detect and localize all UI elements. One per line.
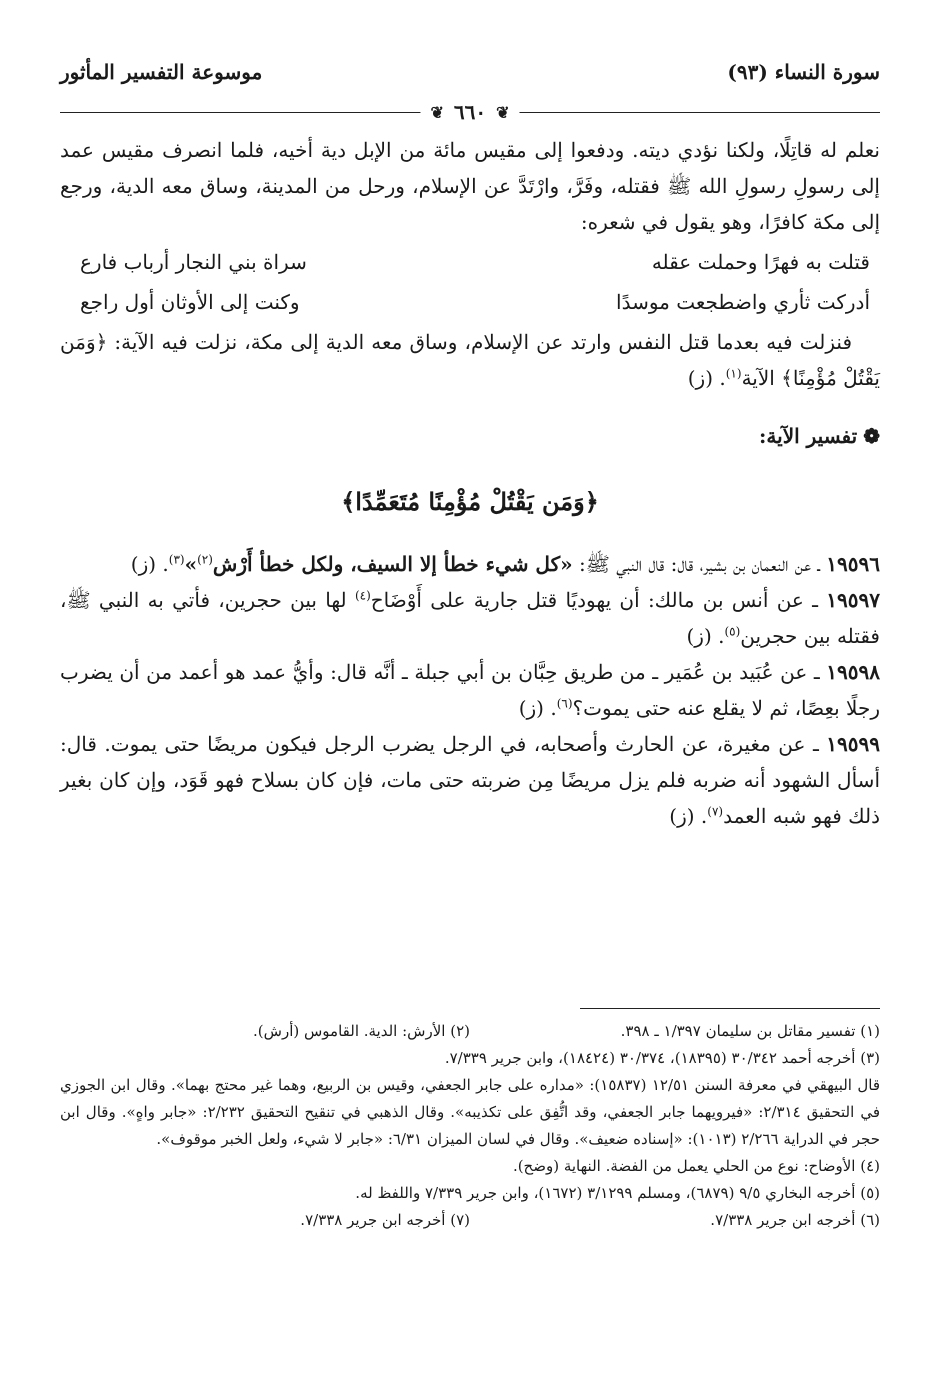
running-header	[60, 60, 880, 124]
entry-number: ١٩٥٩٨	[826, 660, 880, 684]
entry-number: ١٩٥٩٧	[826, 588, 880, 612]
footnote-ref: (٤)	[354, 588, 371, 603]
poem-hemistich: وكنت إلى الأوثان أول راجع	[80, 290, 300, 314]
section-heading	[60, 418, 880, 454]
footnote-ref: (١)	[725, 366, 742, 381]
entry-number: ١٩٥٩٩	[826, 732, 880, 756]
footnote: قال البيهقي في معرفة السنن ١٢/٥١ (١٥٨٣٧): «مداره على جابر الجعفي، وقيس بن الربيع، وهما غير محتج بهما». وقال ابن الجوزي في التحقيق ٢/٣١٤: «فيرويهما جابر الجعفي، وقد اتُّفِق على تكذيبه». وقال الذهبي في تنقيح التحقيق ٢/٢٣٢: «جابر واهٍ». وقال ابن حجر في الدراية ٢/٢٦٦ (١٠١٣): «إسناده ضعيف». وقال في لسان الميزان ٦/٣١: «جابر لا شيء، ولعل الخبر موقوف».	[60, 1076, 880, 1148]
footnote-ref: (٥)	[724, 624, 741, 639]
footnote-separator	[580, 1008, 880, 1009]
narration-entry: ١٩٥٩٩ ـ عن مغيرة، عن الحارث وأصحابه، في الرجل يضرب الرجل فيكون مريضًا حتى يموت. قال: أسأل الشهود أنه ضربه فلم يزل مريضًا مِن ضربته حتى مات، فإن كان بسلاح فهو قَوَد، وإن كان بغير ذلك فهو شبه العمد$^{(٧)}$. (ز)	[60, 732, 880, 828]
footnote: (٢) الأرش: الدية. القاموس (أرش).	[253, 1022, 470, 1040]
poem-hemistich: أدركت ثأري واضطجعت موسدًا	[616, 290, 870, 314]
footnote-ref: (٣)	[168, 552, 185, 567]
entry-number: ١٩٥٩٦	[826, 552, 880, 576]
footnotes	[60, 1018, 880, 1234]
narration-entry: ١٩٥٩٦ ـ عن النعمان بن بشير، قال: قال النبي ﷺ: «كل شيء خطأ إلا السيف، ولكل خطأ أَرْش$^{(٢)}$»$^{(٣)}$. (ز)	[130, 552, 880, 576]
footnote: (٧) أخرجه ابن جرير ٧/٣٣٨.	[300, 1211, 470, 1229]
footnote: (١) تفسير مقاتل بن سليمان ١/٣٩٧ ـ ٣٩٨.	[620, 1022, 880, 1040]
footnote: (٣) أخرجه أحمد ٣٠/٣٤٢ (١٨٣٩٥)، ٣٠/٣٧٤ (١٨٤٢٤)، وابن جرير ٧/٣٣٩.	[444, 1049, 880, 1067]
poem-hemistich: قتلت به فهرًا وحملت عقله	[651, 250, 870, 274]
poem	[60, 242, 880, 322]
footnote: (٤) الأوضاح: نوع من الحلي يعمل من الفضة. النهاية (وضح).	[512, 1157, 880, 1175]
book-page	[60, 40, 880, 1350]
flower-icon: ❁	[863, 424, 880, 448]
quran-verse: ﴿وَمَن يَقْتُلْ مُؤْمِنًا مُتَعَمِّدًا﴾	[341, 487, 599, 516]
ornament-icon: ❦	[430, 102, 444, 122]
footnote: (٥) أخرجه البخاري ٩/٥ (٦٨٧٩)، ومسلم ٣/١٢٩٩ (١٦٧٢)، وابن جرير ٧/٣٣٩ واللفظ له.	[355, 1184, 880, 1202]
main-text	[60, 132, 880, 834]
page-number-box	[420, 100, 519, 124]
footnote: (٦) أخرجه ابن جرير ٧/٣٣٨.	[710, 1211, 880, 1229]
poem-hemistich: سراة بني النجار أرباب فارع	[80, 250, 307, 274]
narration-entry: ١٩٥٩٨ ـ عن عُبَيد بن عُمَير ـ من طريق حِبَّان بن أبي جبلة ـ أنَّه قال: وأيُّ عمد هو أعمد من أن يضرب رجلًا بعِصًا، ثم لا يقلع عنه حتى يموت؟$^{(٦)}$. (ز)	[60, 660, 880, 720]
footnote-ref: (٢)	[197, 552, 213, 567]
book-title: موسوعة التفسير المأثور	[60, 60, 263, 84]
footnote-row	[60, 1018, 880, 1045]
ornament-icon: ❦	[496, 102, 510, 122]
page-number: ٦٦٠	[453, 100, 487, 124]
footnote-row	[60, 1207, 880, 1234]
narrative-conclusion: فنزلت فيه بعدما قتل النفس وارتد عن الإسلام، وساق معه الدية إلى مكة، نزلت فيه الآية: ﴿وَمَن يَقْتُلْ مُؤْمِنًا﴾ الآية$^{(١)}$. (ز)	[60, 330, 880, 390]
footnote-ref: (٦)	[556, 696, 573, 711]
narrative-paragraph: نعلم له قاتِلًا، ولكنا نؤدي ديته. ودفعوا إلى مقيس مائة من الإبل دية أخيه، فلما انصرف مقيس عمد إلى رسولِ رسولِ الله ﷺ فقتله، وفَرَّ، وارْتَدَّ عن الإسلام، ورحل من المدينة، وساق معه الدية، ورجع إلى مكة كافرًا، وهو يقول في شعره:	[60, 138, 880, 234]
footnote-ref: (٧)	[707, 804, 724, 819]
surah-title: سورة النساء (٩٣)	[727, 60, 880, 84]
narration-entry: ١٩٥٩٧ ـ عن أنس بن مالك: أن يهوديًا قتل جارية على أَوْضَاح$^{(٤)}$ لها بين حجرين، فأتي به النبي ﷺ، فقتله بين حجرين$^{(٥)}$. (ز)	[60, 588, 880, 648]
poem-line	[60, 282, 880, 322]
poem-line	[60, 242, 880, 282]
section-heading-text: تفسير الآية:	[759, 424, 858, 448]
